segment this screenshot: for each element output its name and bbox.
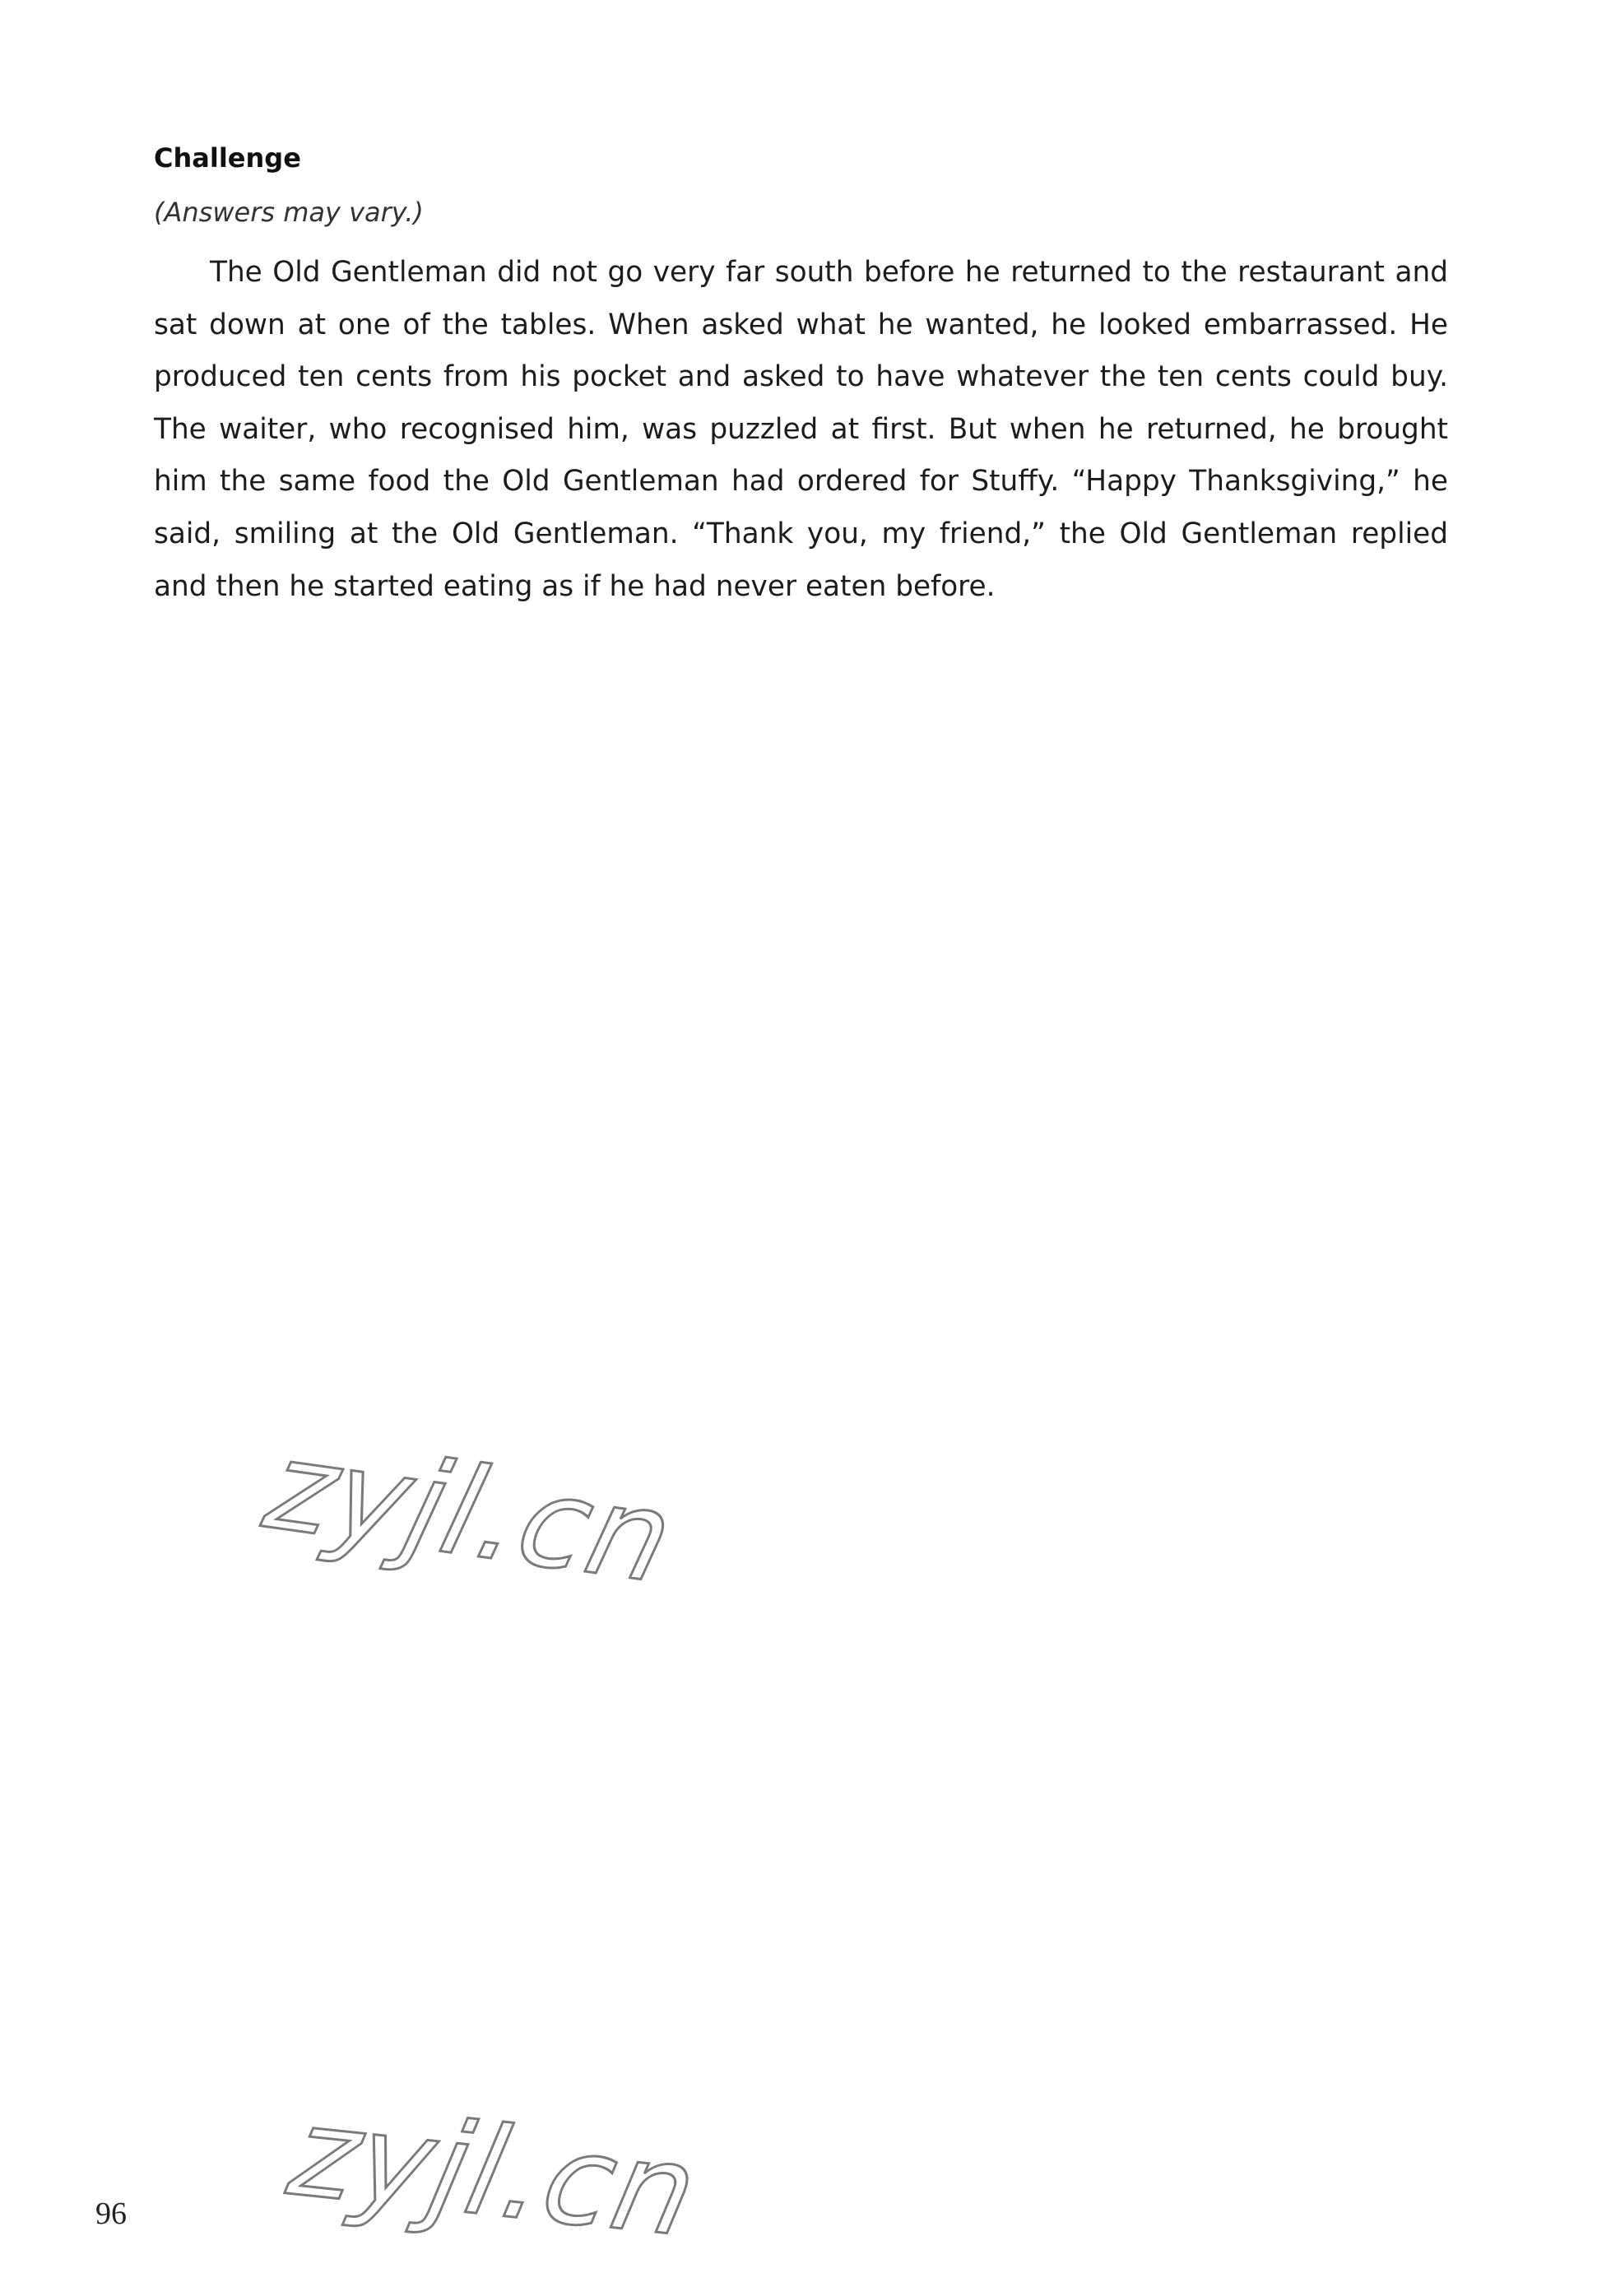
watermark-top: zyjl.cn xyxy=(253,1415,688,1611)
page-number: 96 xyxy=(95,2196,127,2231)
watermark-bottom: zyjl.cn xyxy=(278,2081,710,2265)
answer-note: (Answers may vary.) xyxy=(154,197,424,228)
answer-paragraph: The Old Gentleman did not go very far south before he returned to the restaurant and sat down at one of the tables. When asked what he wanted, he looked embarrassed. He produced ten cents from his pocket and asked to have whatever the ten cents could buy. The waiter, who recognised him, was puzzled at first. But when he returned, he brought him the same food the Old Gentleman had ordered for Stuffy. “Happy Thanksgiving,” he said, smiling at the Old Gentleman. “Thank you, my friend,” the Old Gentleman replied and then he started eating as if he had never eaten before. xyxy=(154,256,1448,603)
section-heading: Challenge xyxy=(154,142,301,174)
